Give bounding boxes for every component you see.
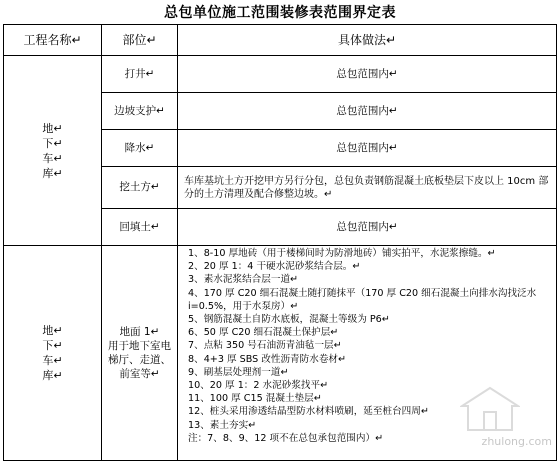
part-cell: 回填土↵ — [102, 209, 178, 246]
method-cell: 车库基坑土方开挖甲方另行分包，总包负责钢筋混凝土底板垫层下皮以上 10cm 部分的土方清理及配合修整边坡。↵ — [178, 167, 557, 209]
table-row — [4, 56, 557, 93]
list-item: 8、4+3 厚 SBS 改性沥青防水卷材↵ — [188, 353, 347, 365]
header-project-name: 工程名称↵ — [4, 25, 102, 56]
method-cell: 总包范围内↵ — [178, 209, 557, 246]
list-item: 12、桩头采用渗透结晶型防水材料喷刷，延至桩台四周↵ — [188, 406, 429, 418]
project-name-cell — [4, 56, 102, 246]
project-name-char: 地↵ — [42, 324, 63, 337]
list-item: 6、50 厚 C20 细石混凝土保护层↵ — [188, 327, 339, 339]
project-name-char: 库↵ — [42, 369, 63, 382]
project-name-char: 车↵ — [42, 354, 63, 367]
list-item: 13、素土夯实↵ — [188, 419, 257, 431]
project-name-char: 库↵ — [42, 166, 63, 180]
list-item: 7、点粘 350 号石油沥青油毡一层↵ — [188, 340, 342, 352]
list-item: 1、8-10 厚地砖（用于楼梯间时为防滑地砖）铺实拍平，水泥浆擦缝。↵ — [188, 248, 496, 259]
part-cell: 边坡支护↵ — [102, 93, 178, 130]
list-item: 4、170 厚 C20 细石混凝土随打随抹平（170 厚 C20 细石混凝土向排水沟找泛水 i=0.5%，用于水泵房）↵ — [188, 287, 537, 312]
list-item: 9、刷基层处理剂一道↵ — [188, 366, 289, 378]
list-item: 注：7、8、9、12 项不在总包承包范围内）↵ — [188, 432, 384, 444]
project-name-char: 地↵ — [42, 121, 63, 135]
part-cell: 降水↵ — [102, 130, 178, 167]
project-name-char: 下↵ — [42, 136, 63, 150]
part-cell: 挖土方↵ — [102, 167, 178, 209]
list-item: 5、钢筋混凝土自防水底板，混凝土等级为 P6↵ — [188, 314, 390, 326]
project-name-char: 下↵ — [42, 339, 63, 352]
watermark-text: zhulong.com — [481, 435, 552, 448]
part-title: 地面 1↵ — [119, 326, 160, 338]
project-name-cell — [4, 246, 102, 461]
part-note: 用于地下室电梯厅、走道、前室等↵ — [108, 340, 171, 380]
list-item: 10、20 厚 1：2 水泥砂浆找平↵ — [188, 380, 329, 392]
header-row — [4, 25, 557, 56]
document-title: 总包单位施工范围装修表范围界定表 — [164, 5, 396, 21]
project-name-char: 车↵ — [42, 151, 63, 165]
list-item: 11、100 厚 C15 混凝土垫层↵ — [188, 393, 322, 405]
method-cell: 总包范围内↵ — [178, 130, 557, 167]
method-cell: 总包范围内↵ — [178, 56, 557, 93]
part-cell — [102, 246, 178, 461]
list-item: 2、20 厚 1：4 干硬水泥砂浆结合层。↵ — [188, 261, 361, 273]
header-part: 部位↵ — [102, 25, 178, 56]
method-cell: 总包范围内↵ — [178, 93, 557, 130]
part-cell: 打井↵ — [102, 56, 178, 93]
watermark-logo-icon — [460, 386, 520, 432]
list-item: 3、素水泥浆结合层一道↵ — [188, 274, 299, 286]
header-method: 具体做法↵ — [178, 25, 557, 56]
